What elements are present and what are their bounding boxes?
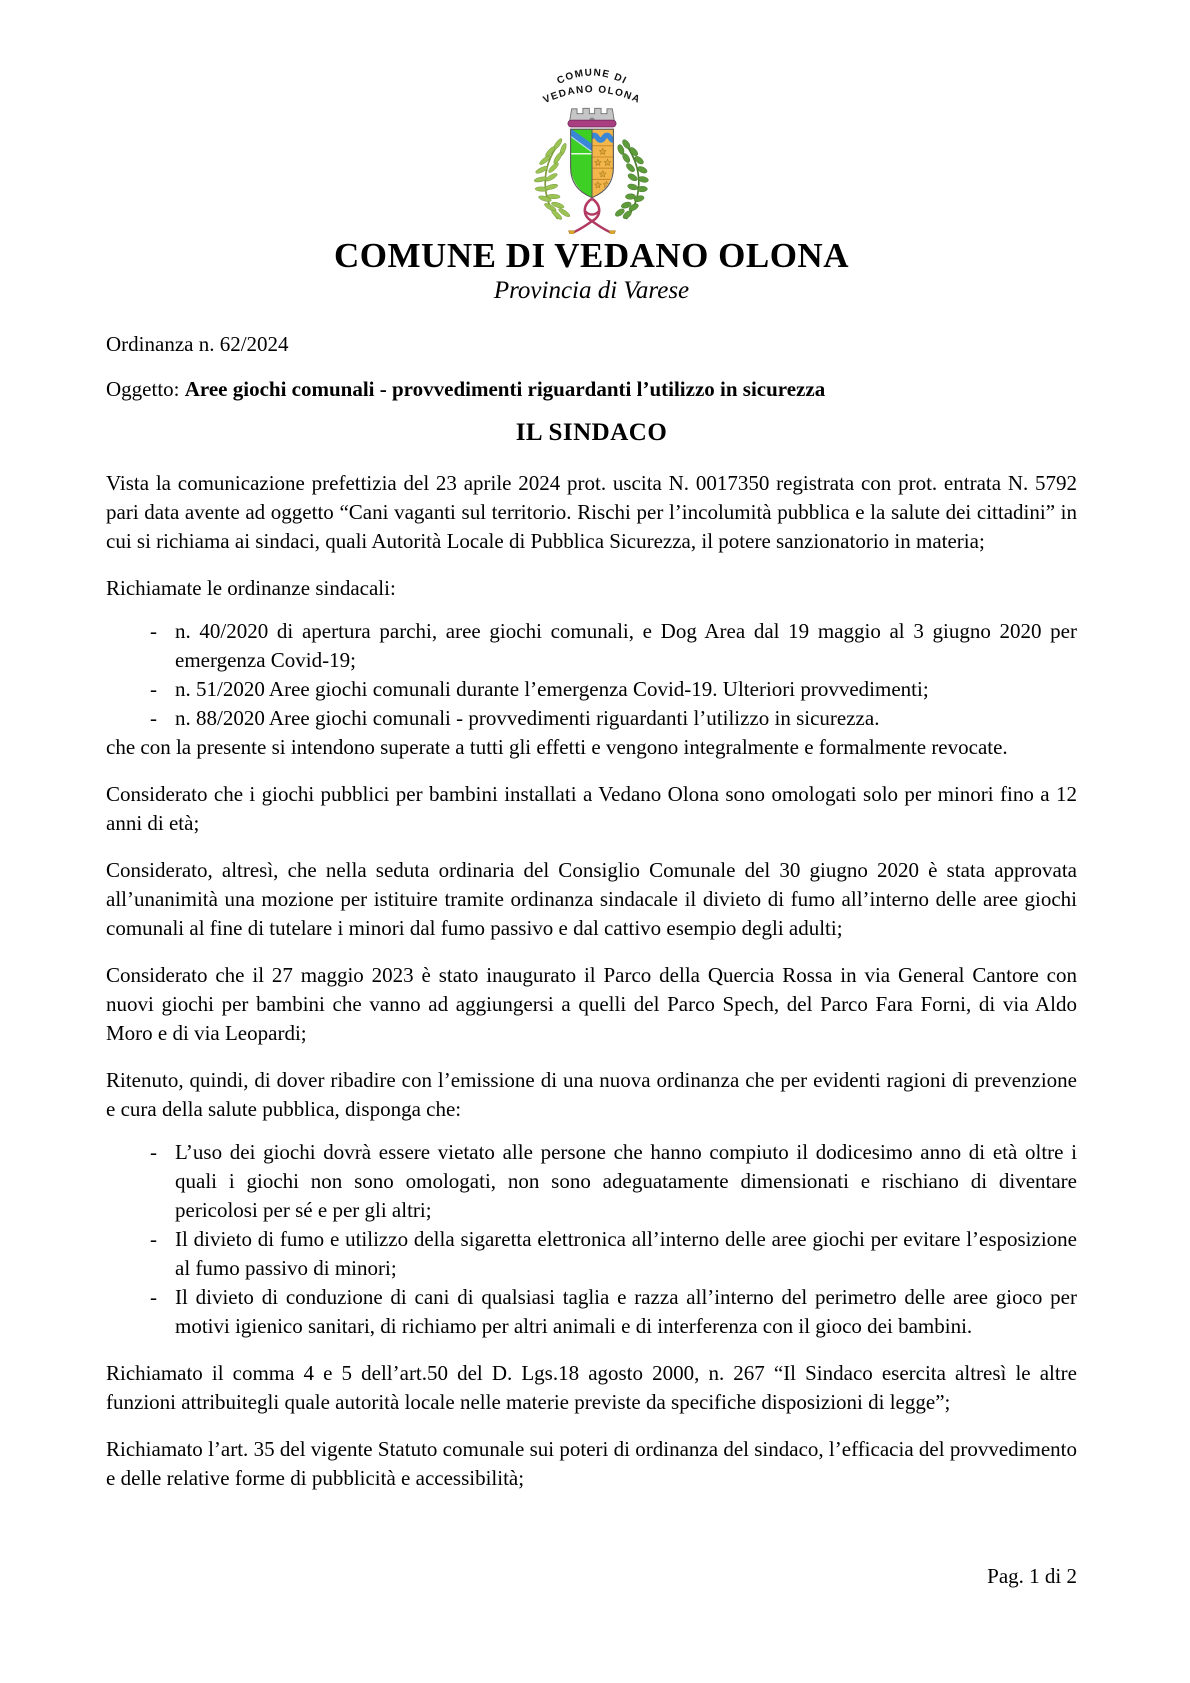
section-heading-il-sindaco: IL SINDACO	[515, 419, 668, 447]
paragraph-considerato-2: Considerato, altresì, che nella seduta ordinaria del Consiglio Comunale del 30 giugno 2020 è stata approvata all’unanimità una mozione per istituire tramite ordinanza sindacale il divieto di fumo all’interno delle aree giochi comunali al fine di tutelare i minori dal fumo passivo e dal cattivo esempio degli adulti;	[106, 858, 1077, 941]
list-item	[106, 617, 1077, 675]
dash-marker: -	[150, 677, 157, 702]
ribbon-icon	[571, 199, 612, 233]
list-item	[106, 1225, 1077, 1283]
mural-crown-icon	[567, 108, 615, 127]
provisions-list	[106, 1138, 1077, 1341]
paragraph-considerato-1: Considerato che i giochi pubblici per bambini installati a Vedano Olona sono omologati solo per minori fino a 12 anni di età;	[106, 782, 1077, 836]
page-subtitle: Provincia di Varese	[493, 277, 690, 305]
paragraph-ritenuto: Ritenuto, quindi, di dover ribadire con l’emissione di una nuova ordinanza che per evidenti ragioni di prevenzione e cura della salute pubblica, disponga che:	[106, 1068, 1077, 1122]
dash-marker: -	[150, 619, 157, 644]
dash-marker: -	[150, 1285, 157, 1310]
list-item-text: n. 88/2020 Aree giochi comunali - provvedimenti riguardanti l’utilizzo in sicurezza.	[175, 706, 880, 731]
logo-arc-text-1: COMUNE DI	[555, 67, 629, 87]
page-title: COMUNE DI VEDANO OLONA	[334, 236, 849, 275]
list-item-text: n. 40/2020 di apertura parchi, aree giochi comunali, e Dog Area dal 19 maggio al 3 giugno 2020 per emergenza Covid-19;	[175, 619, 1077, 673]
oak-branch-icon	[614, 138, 649, 220]
municipal-coat-of-arms	[106, 50, 1077, 234]
ordinance-list	[106, 617, 1077, 733]
paragraph-considerato-3: Considerato che il 27 maggio 2023 è stato inaugurato il Parco della Quercia Rossa in via General Cantore con nuovi giochi per bambini che vanno ad aggiungersi a quelli del Parco Spech, del Parco Fara Forni, di via Aldo Moro e di via Leopardi;	[106, 963, 1077, 1046]
list-item	[106, 675, 1077, 704]
shield-icon	[568, 129, 616, 197]
paragraph-revocate: che con la presente si intendono superate a tutti gli effetti e vengono integralmente e formalmente revocate.	[106, 735, 1008, 760]
coat-of-arms-icon	[517, 50, 667, 234]
list-item	[106, 1283, 1077, 1341]
svg-text:COMUNE DI	[555, 68, 628, 87]
paragraph-richiamato-1: Richiamato il comma 4 e 5 dell’art.50 del D. Lgs.18 agosto 2000, n. 267 “Il Sindaco esercita altresì le altre funzioni attribuitegli quale autorità locale nelle materie previste da specifiche disposizioni di legge”;	[106, 1361, 1077, 1415]
list-item-text: L’uso dei giochi dovrà essere vietato alle persone che hanno compiuto il dodicesimo anno di età oltre i quali i giochi non sono omologati, non sono adeguatamente dimensionati e rischiano di diventare pericolosi per sé e per gli altri;	[175, 1140, 1077, 1223]
list-item-text: Il divieto di fumo e utilizzo della sigaretta elettronica all’interno delle aree giochi per evitare l’esposizione al fumo passivo di minori;	[175, 1227, 1077, 1281]
ordinance-number: Ordinanza n. 62/2024	[106, 332, 289, 357]
paragraph-vista: Vista la comunicazione prefettizia del 23 aprile 2024 prot. uscita N. 0017350 registrata con prot. entrata N. 5792 pari data avente ad oggetto “Cani vaganti sul territorio. Rischi per l’incolumità pubblica e la salute dei cittadini” in cui si richiama ai sindaci, quali Autorità Locale di Pubblica Sicurezza, il potere sanzionatorio in materia;	[106, 471, 1077, 554]
laurel-branch-icon	[533, 137, 570, 220]
dash-marker: -	[150, 1140, 157, 1165]
list-item	[106, 704, 1077, 733]
subject-line	[106, 375, 1077, 404]
subject-label: Oggetto:	[106, 377, 180, 402]
dash-marker: -	[150, 1227, 157, 1252]
svg-text:VEDANO OLONA	[541, 84, 642, 106]
page-number: Pag. 1 di 2	[987, 1564, 1077, 1588]
list-item-text: Il divieto di conduzione di cani di qualsiasi taglia e razza all’interno del perimetro delle aree gioco per motivi igienico sanitari, di richiamo per altri animali e di interferenza con il gioco dei bambini.	[175, 1285, 1077, 1339]
list-item-text: n. 51/2020 Aree giochi comunali durante l’emergenza Covid-19. Ulteriori provvedimenti;	[175, 677, 929, 702]
subject-text: Aree giochi comunali - provvedimenti riguardanti l’utilizzo in sicurezza	[184, 377, 826, 402]
dash-marker: -	[150, 706, 157, 731]
paragraph-richiamato-2: Richiamato l’art. 35 del vigente Statuto comunale sui poteri di ordinanza del sindaco, l’efficacia del provvedimento e delle relative forme di pubblicità e accessibilità;	[106, 1437, 1077, 1491]
logo-arc-text-2: VEDANO OLONA	[541, 84, 642, 107]
list-item	[106, 1138, 1077, 1225]
paragraph-richiamate: Richiamate le ordinanze sindacali:	[106, 576, 396, 601]
